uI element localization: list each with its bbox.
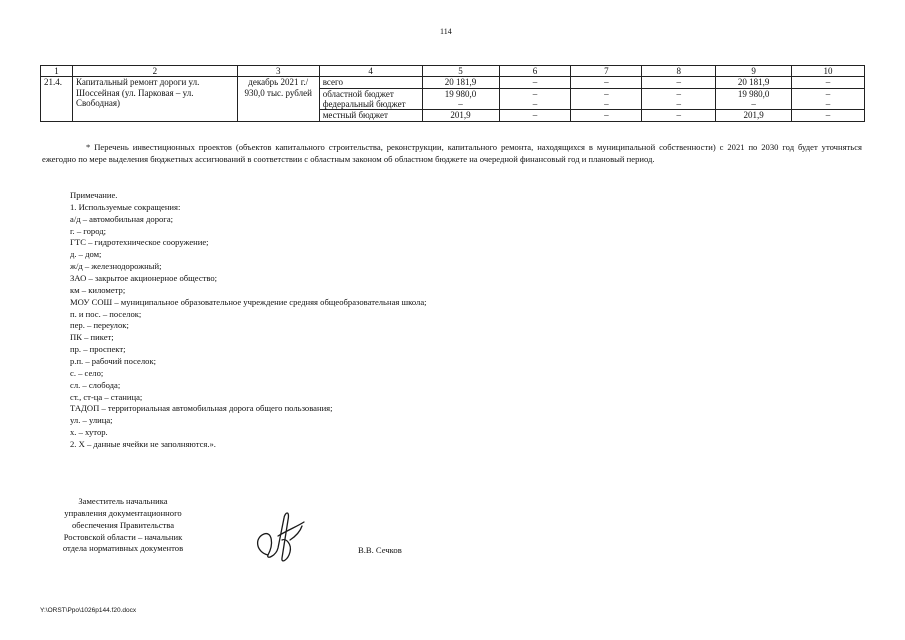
page-number: 114 [440,27,452,36]
footnote: * Перечень инвестиционных проектов (объектов капитального строительства, реконструкции, капитального ремонта, находящихся в муниципальной собственности) с 2021 по 2030 год будет уточняться ежегодно по мере выделения бюджетных ассигнований в соответствии с областным законом об областном бюджете на очередной финансовый год и плановый период. [42,142,862,165]
column-header: 2 [72,66,237,77]
note-line: пер. – переулок; [70,320,129,331]
note-line: МОУ СОШ – муниципальное образовательное учреждение средняя общеобразовательная школа; [70,296,427,307]
value-cell: 201,9 [422,110,499,121]
column-header: 5 [422,66,499,77]
column-header: 1 [41,66,73,77]
value-cell: – [422,99,499,110]
signer-title-line: отдела нормативных документов [62,543,184,554]
note-line: ж/д – железнодорожный; [70,261,162,272]
value-cell: – [571,88,642,99]
signer-title-line: Заместитель начальника [78,496,168,506]
signer-title-line: обеспечения Правительства [71,519,175,530]
value-cell: – [571,110,642,121]
value-cell: 201,9 [716,110,792,121]
table-row [41,77,865,88]
value-cell: – [642,88,716,99]
signer-title-line: Ростовской области – начальник [63,531,183,542]
value-cell: – [716,99,792,110]
note-line: км – километр; [70,284,126,295]
notes-title: Примечание. [70,190,118,200]
period-cost: декабрь 2021 г./ 930,0 тыс. рублей [237,77,319,121]
value-cell: – [499,88,571,99]
value-cell: – [571,99,642,110]
column-header: 10 [792,66,865,77]
value-cell: – [499,77,571,88]
source-label: местный бюджет [319,110,422,121]
column-header: 4 [319,66,422,77]
value-cell: – [792,110,865,121]
handwritten-signature [248,500,308,570]
source-label: областной бюджет [319,88,422,99]
note-line: ГТС – гидротехническое сооружение; [70,237,209,248]
value-cell: – [792,77,865,88]
signer-name: В.В. Сечков [358,545,402,555]
note-line: а/д – автомобильная дорога; [70,213,174,224]
value-cell: – [499,110,571,121]
note-line: 1. Используемые сокращения: [70,201,181,212]
notes-section [70,190,770,451]
column-header: 9 [716,66,792,77]
value-cell: – [642,77,716,88]
table-header-row [41,66,865,77]
project-name: Капитальный ремонт дороги ул. Шоссейная (ул. Парковая – ул. Свободная) [72,77,237,121]
value-cell: – [571,77,642,88]
note-line: ст., ст-ца – станица; [70,391,143,402]
value-cell: – [642,110,716,121]
value-cell: – [792,99,865,110]
note-line: 2. Х – данные ячейки не заполняются.». [70,439,216,450]
value-cell: – [642,99,716,110]
value-cell: 19 980,0 [716,88,792,99]
row-number: 21.4. [41,77,73,121]
note-line: ПК – пикет; [70,332,114,343]
signer-title-line: управления документационного [64,507,182,518]
value-cell: 20 181,9 [716,77,792,88]
note-line: р.п. – рабочий поселок; [70,356,157,367]
note-line: ЗАО – закрытое акционерное общество; [70,273,218,284]
note-line: х. – хутор. [70,427,108,438]
value-cell: – [792,88,865,99]
note-line: с. – село; [70,367,104,378]
file-path: Y:\ORST\Ppo\1026p144.f20.docx [40,607,137,614]
note-line: г. – город; [70,225,107,236]
note-line: п. и пос. – поселок; [70,308,142,319]
column-header: 6 [499,66,571,77]
column-header: 8 [642,66,716,77]
value-cell: – [499,99,571,110]
value-cell: 20 181,9 [422,77,499,88]
note-line: пр. – проспект; [70,344,126,355]
investment-table [40,65,865,122]
signer-title [38,496,208,555]
note-line: ул. – улица; [70,415,113,426]
source-label: всего [319,77,422,88]
column-header: 3 [237,66,319,77]
value-cell: 19 980,0 [422,88,499,99]
source-label: федеральный бюджет [319,99,422,110]
column-header: 7 [571,66,642,77]
note-line: сл. – слобода; [70,379,121,390]
note-line: д. – дом; [70,249,102,260]
note-line: ТАДОП – территориальная автомобильная дорога общего пользования; [70,403,333,414]
